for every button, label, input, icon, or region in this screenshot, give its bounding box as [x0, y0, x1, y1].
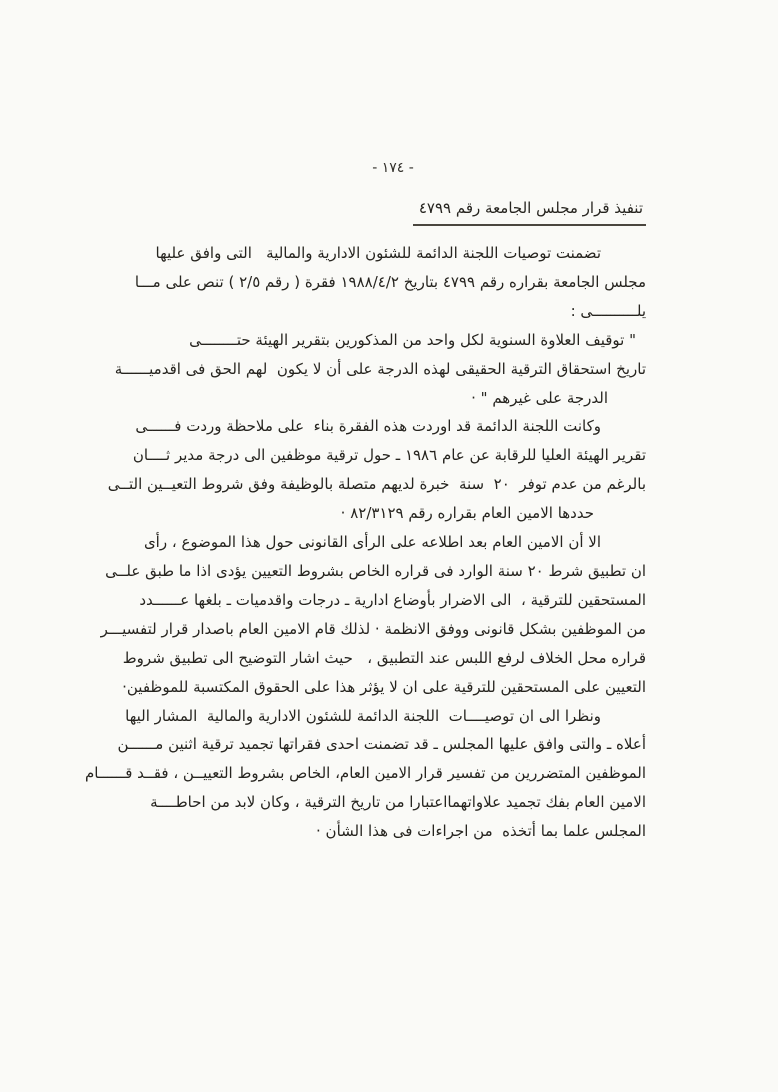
paragraph-line: وكانت اللجنة الدائمة قد اوردت هذه الفقرة بناء على ملاحظة وردت فــــــى	[135, 417, 601, 436]
paragraph-line: الامين العام بفك تجميد علاواتهمااعتبارا من تاريخ الترقية ، وكان لابد من احاطــــة	[150, 793, 646, 812]
paragraph-line: تاريخ استحقاق الترقية الحقيقى لهذه الدرجة على أن لا يكون لهم الحق فى اقدميــــــة	[114, 359, 646, 378]
document-title: تنفيذ قرار مجلس الجامعة رقم ٤٧٩٩	[413, 199, 646, 226]
paragraph-line: الا أن الامين العام بعد اطلاعه على الرأى القانونى حول هذا الموضوع ، رأى	[143, 533, 601, 552]
paragraph-line: يلــــــــــى :	[570, 301, 646, 320]
paragraph-line: الموظفين المتضررين من تفسير قرار الامين العام، الخاص بشروط التعييــن ، فقــد قــــــام	[84, 764, 646, 783]
document-title-row	[140, 198, 646, 226]
paragraph-line: أعلاه ـ والتى وافق عليها المجلس ـ قد تضمنت احدى فقراتها تجميد ترقية اثنين مــــــن	[117, 735, 646, 754]
paragraph-line: ان تطبيق شرط ٢٠ سنة الوارد فى قراره الخاص بشروط التعيين يؤدى اذا ما طبق علــى	[105, 561, 646, 580]
paragraph-line: " توقيف العلاوة السنوية لكل واحد من المذكورين بتقرير الهيئة حتــــــــى	[189, 330, 636, 349]
paragraph-line: بالرغم من عدم توفر ٢٠ سنة خبرة لديهم متصلة بالوظيفة وفق شروط التعيــين التــى	[107, 475, 646, 494]
paragraph-line: ونظرا الى ان توصيــــات اللجنة الدائمة للشئون الادارية والمالية المشار اليها	[125, 706, 601, 725]
paragraph-line: تضمنت توصيات اللجنة الدائمة للشئون الادارية والمالية التى وافق عليها	[155, 244, 601, 262]
paragraph-line: الدرجة على غيرهم " ·	[471, 388, 608, 407]
paragraph-line: المستحقين للترقية ، الى الاضرار بأوضاع ادارية ـ درجات واقدميات ـ بلغها عــــــدد	[139, 590, 646, 609]
paragraph-line: تقرير الهيئة العليا للرقابة عن عام ١٩٨٦ ـ حول ترقية موظفين الى درجة مدير ثــــان	[132, 446, 646, 465]
paragraph-line: من الموظفين بشكل قانونى ووفق الانظمة · لذلك قام الامين العام باصدار قرار لتفسيـــر	[100, 619, 646, 638]
paragraph-line: التعيين على المستحقين للترقية على ان لا يؤثر هذا على الحقوق المكتسبة للموظفين·	[122, 677, 646, 696]
paragraph-line: مجلس الجامعة بقراره رقم ٤٧٩٩ بتاريخ ١٩٨٨/٤/٢ فقرة ( رقم ٢/٥ ) تنص على مـــا	[134, 272, 646, 291]
document-body	[84, 239, 646, 846]
paragraph-line: المجلس علما بما أتخذه من اجراءات فى هذا الشأن ·	[316, 822, 646, 841]
page-number: - ١٧٤ -	[372, 160, 414, 176]
paragraph-line: قراره محل الخلاف لرفع اللبس عند التطبيق ، حيث اشار التوضيح الى تطبيق شروط	[122, 648, 646, 667]
paragraph-line: حددها الامين العام بقراره رقم ٨٢/٣١٢٩ ·	[340, 504, 594, 523]
